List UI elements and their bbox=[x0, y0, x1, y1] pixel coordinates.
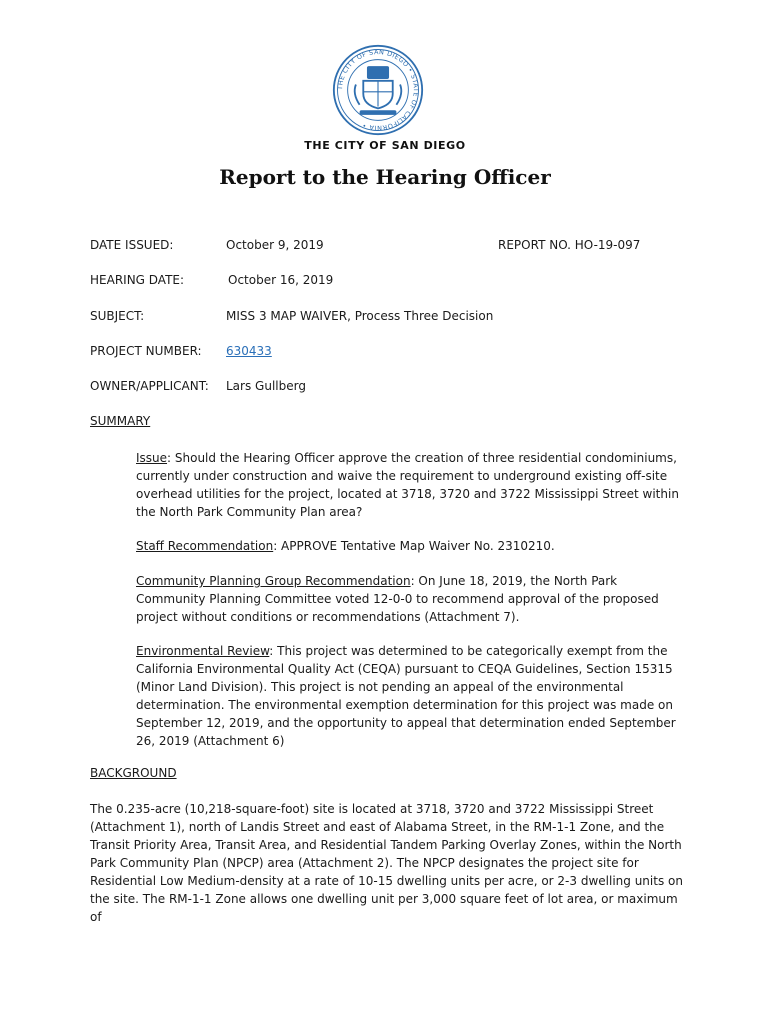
hearing-date-label: HEARING DATE: bbox=[90, 273, 185, 287]
report-number: REPORT NO. HO-19-097 bbox=[498, 238, 641, 252]
date-issued-label: DATE ISSUED: bbox=[90, 238, 174, 252]
environmental-review-paragraph bbox=[136, 642, 688, 750]
background-heading: BACKGROUND bbox=[90, 766, 177, 780]
issue-label: Issue bbox=[136, 451, 168, 465]
project-number-link[interactable]: 630433 bbox=[226, 344, 272, 358]
cpg-recommendation-text: : On June 18, 2019, the North Park Community Planning Committee voted 12-0-0 to recommend approval of the proposed project without conditions or recommendations (Attachment 7). bbox=[136, 574, 659, 624]
owner-value: Lars Gullberg bbox=[226, 379, 306, 393]
staff-recommendation-text: : APPROVE Tentative Map Waiver No. 2310210. bbox=[273, 539, 555, 553]
report-title: Report to the Hearing Officer bbox=[219, 165, 551, 189]
owner-label: OWNER/APPLICANT: bbox=[90, 379, 209, 393]
project-number-label: PROJECT NUMBER: bbox=[90, 344, 202, 358]
staff-recommendation-paragraph bbox=[136, 537, 688, 555]
cpg-recommendation-label: Community Planning Group Recommendation bbox=[136, 574, 411, 588]
seal-ring-text: THE CITY OF SAN DIEGO • STATE OF CALIFORNIA • bbox=[336, 48, 420, 132]
environmental-review-label: Environmental Review bbox=[136, 644, 270, 658]
environmental-review-text: : This project was determined to be categorically exempt from the California Environmental Quality Act (CEQA) pursuant to CEQA Guidelines, Section 15315 (Minor Land Division). This project is not pending an appeal of the environmental determination. The environmental exemption determination for this project was made on September 12, 2019, and the opportunity to appeal that determination ended September 26, 2019 (Attachment 6) bbox=[136, 644, 676, 748]
city-seal-icon bbox=[332, 44, 424, 136]
subject-value: MISS 3 MAP WAIVER, Process Three Decision bbox=[226, 309, 494, 323]
staff-recommendation-label: Staff Recommendation bbox=[136, 539, 274, 553]
issue-text: : Should the Hearing Officer approve the creation of three residential condominiums, currently under construction and waive the requirement to underground existing off-site overhead utilities for the project, located at 3718, 3720 and 3722 Mississippi Street within the North Park Community Plan area? bbox=[136, 451, 679, 519]
city-name: THE CITY OF SAN DIEGO bbox=[304, 139, 466, 152]
subject-label: SUBJECT: bbox=[90, 309, 145, 323]
hearing-date-value: October 16, 2019 bbox=[228, 273, 334, 287]
cpg-recommendation-paragraph bbox=[136, 572, 688, 626]
background-paragraph: The 0.235-acre (10,218-square-foot) site is located at 3718, 3720 and 3722 Mississippi Street (Attachment 1), north of Landis Street and east of Alabama Street, in the RM-1-1 Zone, and the Transit Priority Area, Transit Area, and Residential Tandem Parking Overlay Zones, within the North Park Community Plan (NPCP) area (Attachment 2). The NPCP designates the project site for Residential Low Medium-density at a rate of 10-15 dwelling units per acre, or 2-3 dwelling units on the site. The RM-1-1 Zone allows one dwelling unit per 3,000 square feet of lot area, or maximum of bbox=[90, 802, 683, 924]
date-issued-value: October 9, 2019 bbox=[226, 238, 324, 252]
summary-heading: SUMMARY bbox=[90, 414, 151, 428]
issue-paragraph bbox=[136, 449, 688, 521]
